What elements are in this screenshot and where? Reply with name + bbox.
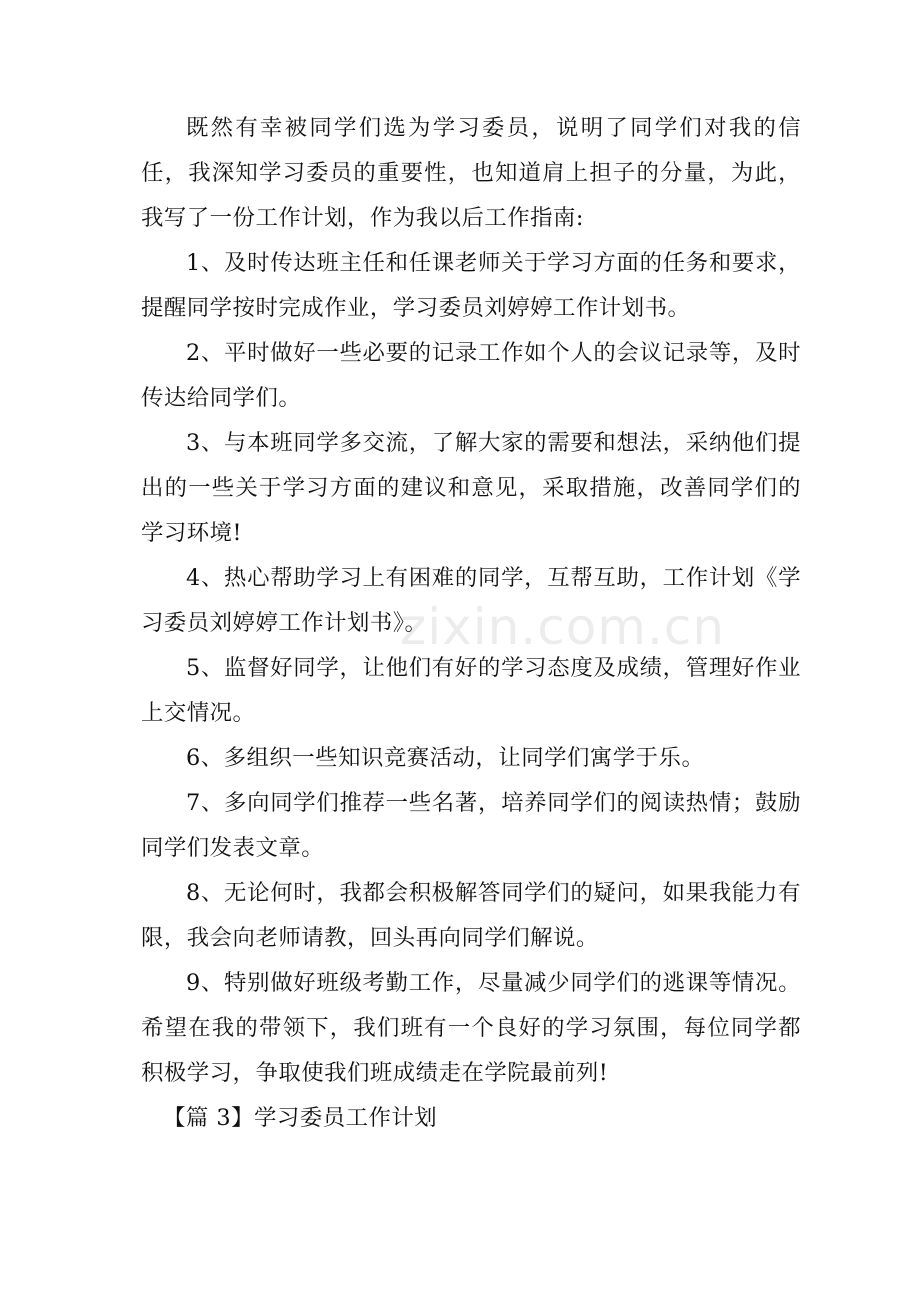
plan-item-1: 1、及时传达班主任和任课老师关于学习方面的任务和要求，提醒同学按时完成作业，学习委员刘婷婷工作计划书。 [141,250,801,321]
plan-item-3: 3、与本班同学多交流，了解大家的需要和想法，采纳他们提出的一些关于学习方面的建议和意见，采取措施，改善同学们的学习环境! [141,430,801,546]
intro-paragraph: 既然有幸被同学们选为学习委员，说明了同学们对我的信任，我深知学习委员的重要性，也知道肩上担子的分量，为此，我写了一份工作计划，作为我以后工作指南: [141,115,801,231]
plan-item-7: 7、多向同学们推荐一些名著，培养同学们的阅读热情；鼓励同学们发表文章。 [141,790,801,861]
plan-item-5: 5、监督好同学，让他们有好的学习态度及成绩，管理好作业上交情况。 [141,655,801,726]
plan-item-9: 9、特别做好班级考勤工作，尽量减少同学们的逃课等情况。希望在我的带领下，我们班有一个良好的学习氛围，每位同学都积极学习，争取使我们班成绩走在学院最前列! [141,970,801,1086]
plan-item-6: 6、多组织一些知识竞赛活动，让同学们寓学于乐。 [186,745,705,771]
plan-item-4: 4、热心帮助学习上有困难的同学，互帮互助，工作计划《学习委员刘婷婷工作计划书》。 [141,565,801,636]
document-body [141,106,801,1141]
watermark: zixin.com.cn [400,598,726,656]
section-heading: 【篇 3】学习委员工作计划 [163,1105,438,1131]
plan-item-2: 2、平时做好一些必要的记录工作如个人的会议记录等，及时传达给同学们。 [141,340,801,411]
plan-item-8: 8、无论何时，我都会积极解答同学们的疑问，如果我能力有限，我会向老师请教，回头再向同学们解说。 [141,880,801,951]
